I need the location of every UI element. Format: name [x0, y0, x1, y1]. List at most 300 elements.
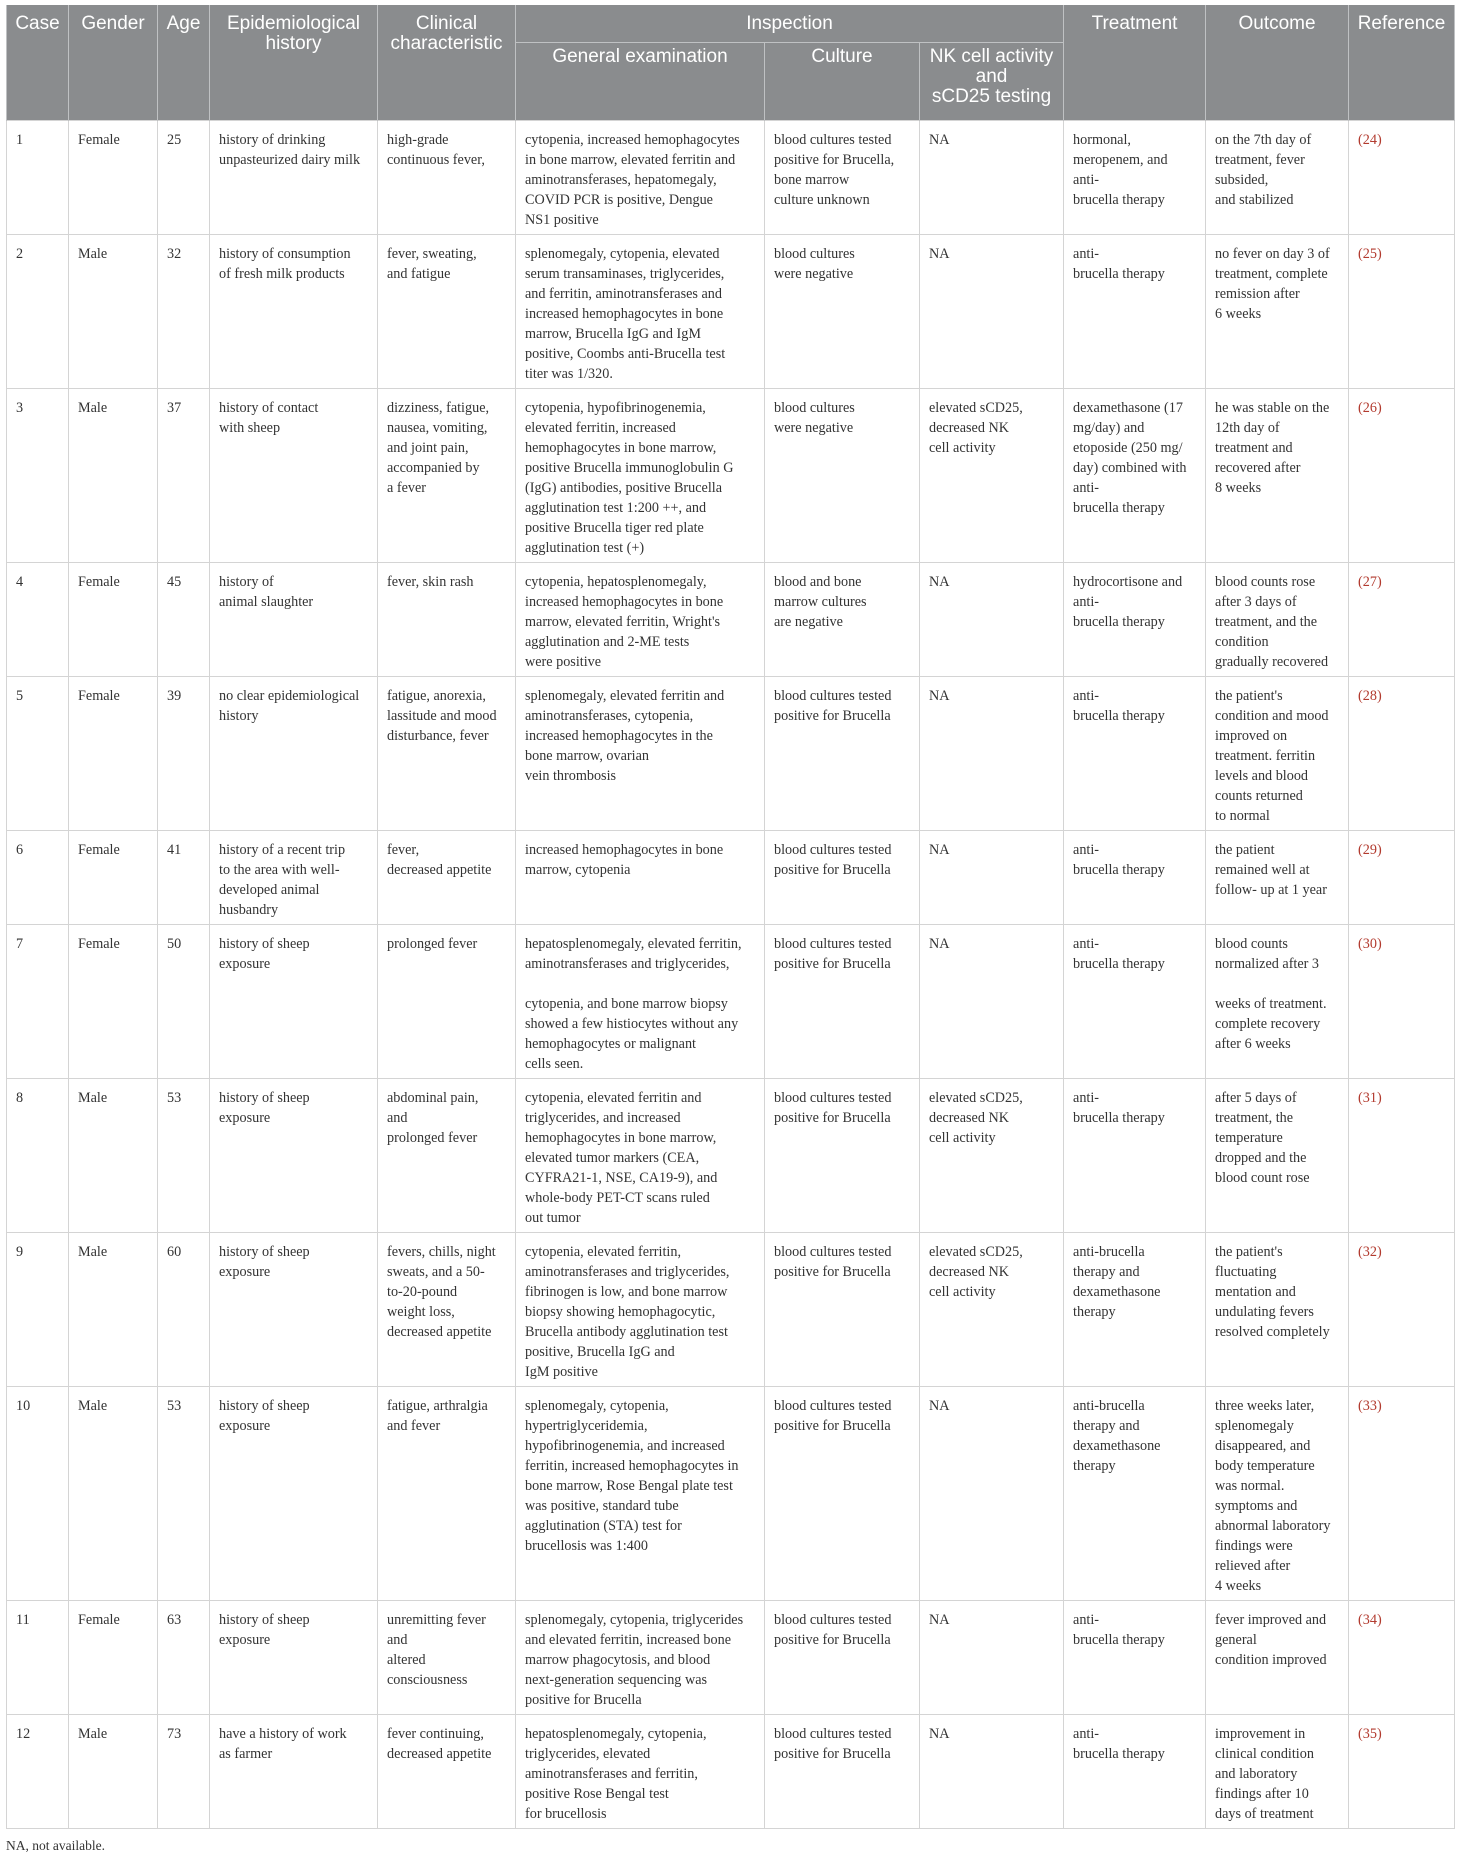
cell-line: 4 weeks [1215, 1578, 1262, 1594]
cell-line: animal slaughter [219, 594, 314, 610]
cell-line: elevated sCD25, [929, 400, 1023, 416]
cell-line: weight loss, [387, 1304, 455, 1320]
cell-line: cytopenia, and bone marrow biopsy [525, 996, 728, 1012]
cell-gender: Female [69, 121, 158, 235]
cell-line: exposure [219, 1418, 271, 1434]
cell-epidemiological-history [210, 235, 378, 389]
cell-case: 3 [7, 389, 69, 563]
cell-treatment [1064, 1233, 1206, 1387]
cell-line: weeks of treatment. [1215, 996, 1327, 1012]
cell-treatment [1064, 389, 1206, 563]
table-row [7, 389, 1455, 563]
cell-line: history of sheep [219, 1398, 310, 1414]
cell-line: (IgG) antibodies, positive Brucella [525, 480, 722, 496]
cell-line: hypofibrinogenemia, and increased [525, 1438, 725, 1454]
cell-age: 53 [158, 1387, 210, 1601]
cell-epidemiological-history [210, 1233, 378, 1387]
cell-age: 32 [158, 235, 210, 389]
cell-line: meropenem, and [1073, 152, 1168, 168]
cell-line: no clear epidemiological [219, 688, 360, 704]
cell-line: marrow phagocytosis, and blood [525, 1652, 711, 1668]
cell-culture [765, 1233, 920, 1387]
cell-line: brucella therapy [1073, 1746, 1165, 1762]
cell-age: 50 [158, 925, 210, 1079]
cell-line: increased hemophagocytes in bone [525, 306, 724, 322]
cell-line: after 3 days of [1215, 594, 1297, 610]
cell-case: 12 [7, 1715, 69, 1829]
cell-line: marrow, cytopenia [525, 862, 631, 878]
cell-line: splenomegaly, cytopenia, triglycerides [525, 1612, 744, 1628]
cell-line: unremitting fever [387, 1612, 486, 1628]
cell-line: whole-body PET-CT scans ruled [525, 1190, 710, 1206]
cell-line: unpasteurized dairy milk [219, 152, 361, 168]
cell-gender: Female [69, 677, 158, 831]
cell-line: positive, Coombs anti-Brucella test [525, 346, 726, 362]
cell-line: the patient's [1215, 1244, 1283, 1260]
header-reference: Reference [1349, 5, 1455, 121]
cell-reference[interactable]: (26) [1349, 389, 1455, 563]
cell-line: blood cultures tested [774, 1398, 892, 1414]
cell-line: 12th day of [1215, 420, 1280, 436]
header-culture: Culture [765, 42, 920, 120]
cell-line: complete recovery [1215, 1016, 1321, 1032]
cell-line: elevated sCD25, [929, 1090, 1023, 1106]
cell-line: he was stable on the [1215, 400, 1330, 416]
cell-line: and fatigue [387, 266, 451, 282]
cell-line: positive for Brucella [525, 1692, 642, 1708]
cell-line: 6 weeks [1215, 306, 1262, 322]
cell-line: to normal [1215, 808, 1270, 824]
cell-line: sweats, and a 50- [387, 1264, 485, 1280]
cell-line: improved on [1215, 728, 1288, 744]
cell-treatment [1064, 563, 1206, 677]
cell-line: fevers, chills, night [387, 1244, 496, 1260]
cell-reference[interactable]: (24) [1349, 121, 1455, 235]
cell-line: improvement in [1215, 1726, 1306, 1742]
cell-nk-sCD25 [920, 563, 1064, 677]
cell-treatment [1064, 1601, 1206, 1715]
cell-clinical-characteristic [378, 1233, 516, 1387]
cell-line: anti- [1073, 1726, 1100, 1742]
cell-general-examination [516, 563, 765, 677]
cell-outcome [1206, 1601, 1349, 1715]
cell-line: anti- [1073, 172, 1100, 188]
cell-line: developed animal [219, 882, 320, 898]
cell-line: blood cultures [774, 400, 855, 416]
cell-line: anti- [1073, 480, 1100, 496]
cell-line: findings after 10 [1215, 1786, 1309, 1802]
cell-nk-sCD25 [920, 1715, 1064, 1829]
cell-culture [765, 121, 920, 235]
cell-line: agglutination test 1:200 ++, and [525, 500, 707, 516]
cell-line: treatment, and the [1215, 614, 1318, 630]
cell-line: the patient's [1215, 688, 1283, 704]
cell-line: exposure [219, 1110, 271, 1126]
cell-line: no fever on day 3 of [1215, 246, 1330, 262]
cell-reference[interactable]: (25) [1349, 235, 1455, 389]
cell-reference[interactable]: (27) [1349, 563, 1455, 677]
cell-line: culture unknown [774, 192, 870, 208]
cell-line: therapy and [1073, 1418, 1140, 1434]
cell-line: findings were [1215, 1538, 1293, 1554]
cell-line: 8 weeks [1215, 480, 1262, 496]
cell-line: aminotransferases, cytopenia, [525, 708, 694, 724]
header-clinical-characteristic: Clinical characteristic [378, 5, 516, 121]
cell-line: cell activity [929, 1284, 996, 1300]
cell-line: history of sheep [219, 1090, 310, 1106]
cell-reference[interactable]: (35) [1349, 1715, 1455, 1829]
cell-age: 60 [158, 1233, 210, 1387]
table-body [7, 121, 1455, 1829]
cell-age: 73 [158, 1715, 210, 1829]
table-row [7, 121, 1455, 235]
cell-line: brucellosis was 1:400 [525, 1538, 648, 1554]
cell-nk-sCD25 [920, 831, 1064, 925]
cell-age: 45 [158, 563, 210, 677]
cell-age: 25 [158, 121, 210, 235]
cell-clinical-characteristic [378, 563, 516, 677]
table-row [7, 1387, 1455, 1601]
cell-line: dropped and the [1215, 1150, 1307, 1166]
cell-age: 63 [158, 1601, 210, 1715]
cell-case: 9 [7, 1233, 69, 1387]
cell-line: resolved completely [1215, 1324, 1330, 1340]
cell-epidemiological-history [210, 677, 378, 831]
cell-line: fluctuating [1215, 1264, 1277, 1280]
cell-line: clinical condition [1215, 1746, 1314, 1762]
cell-line: NA [929, 132, 950, 148]
cell-line: blood and bone [774, 574, 862, 590]
table-row [7, 1715, 1455, 1829]
cell-line: positive for Brucella [774, 1264, 891, 1280]
header-age: Age [158, 5, 210, 121]
cell-line: dexamethasone (17 [1073, 400, 1183, 416]
cell-line: have a history of work [219, 1726, 347, 1742]
cell-reference[interactable]: (34) [1349, 1601, 1455, 1715]
cell-line: anti- [1073, 1090, 1100, 1106]
cell-line: elevated tumor markers (CEA, [525, 1150, 700, 1166]
cell-line: gradually recovered [1215, 654, 1329, 670]
cell-line: NA [929, 842, 950, 858]
cell-outcome [1206, 121, 1349, 235]
cell-treatment [1064, 831, 1206, 925]
cell-line: bone marrow, ovarian [525, 748, 649, 764]
cell-general-examination [516, 389, 765, 563]
cell-line: cell activity [929, 440, 996, 456]
cell-outcome [1206, 831, 1349, 925]
cell-line: cell activity [929, 1130, 996, 1146]
cell-reference[interactable]: (28) [1349, 677, 1455, 831]
cell-outcome [1206, 1233, 1349, 1387]
cell-culture [765, 677, 920, 831]
cell-line: NA [929, 246, 950, 262]
cell-line: hepatosplenomegaly, elevated ferritin, [525, 936, 742, 952]
cell-line: were negative [774, 420, 854, 436]
cell-line: decreased appetite [387, 1324, 492, 1340]
cell-line: were negative [774, 266, 854, 282]
cell-clinical-characteristic [378, 389, 516, 563]
cell-nk-sCD25 [920, 1387, 1064, 1601]
cell-line: continuous fever, [387, 152, 485, 168]
cell-line: COVID PCR is positive, Dengue [525, 192, 713, 208]
cell-outcome [1206, 677, 1349, 831]
cell-culture [765, 1715, 920, 1829]
cell-line: day) combined with [1073, 460, 1187, 476]
cell-case: 1 [7, 121, 69, 235]
cell-line: accompanied by [387, 460, 480, 476]
cell-line: general [1215, 1632, 1257, 1648]
cell-line: ferritin, increased hemophagocytes in [525, 1458, 739, 1474]
cell-line: agglutination test (+) [525, 540, 645, 556]
cell-case: 5 [7, 677, 69, 831]
cell-clinical-characteristic [378, 831, 516, 925]
cell-line: cytopenia, increased hemophagocytes [525, 132, 740, 148]
cell-epidemiological-history [210, 925, 378, 1079]
cell-line: fibrinogen is low, and bone marrow [525, 1284, 728, 1300]
cell-reference[interactable]: (30) [1349, 925, 1455, 1079]
cell-line: was normal. [1215, 1478, 1285, 1494]
cell-line: blood cultures tested [774, 1090, 892, 1106]
table-row [7, 1601, 1455, 1715]
cell-gender: Male [69, 1233, 158, 1387]
cell-line: abdominal pain, [387, 1090, 479, 1106]
cell-line: elevated ferritin, increased [525, 420, 676, 436]
cell-line: triglycerides, and increased [525, 1110, 681, 1126]
cell-line: out tumor [525, 1210, 581, 1226]
cell-general-examination [516, 1601, 765, 1715]
cell-case: 4 [7, 563, 69, 677]
cell-line: blood cultures tested [774, 1726, 892, 1742]
cell-line: fatigue, anorexia, [387, 688, 486, 704]
cell-line: blood cultures tested [774, 132, 892, 148]
cell-line: triglycerides, elevated [525, 1746, 651, 1762]
cell-line: decreased appetite [387, 1746, 492, 1762]
cell-line: IgM positive [525, 1364, 598, 1380]
cell-line: hepatosplenomegaly, cytopenia, [525, 1726, 707, 1742]
cell-culture [765, 1601, 920, 1715]
cell-line: aminotransferases and triglycerides, [525, 956, 730, 972]
cell-line: fever, skin rash [387, 574, 474, 590]
cell-epidemiological-history [210, 1715, 378, 1829]
cell-line: hemophagocytes or malignant [525, 1036, 696, 1052]
cell-general-examination [516, 831, 765, 925]
cell-clinical-characteristic [378, 1387, 516, 1601]
cell-line: hemophagocytes in bone marrow, [525, 440, 717, 456]
cell-line: anti- [1073, 594, 1100, 610]
cell-treatment [1064, 925, 1206, 1079]
cell-gender: Male [69, 389, 158, 563]
cell-epidemiological-history [210, 563, 378, 677]
cell-line: vein thrombosis [525, 768, 617, 784]
cell-epidemiological-history [210, 1601, 378, 1715]
cell-general-examination [516, 121, 765, 235]
cell-nk-sCD25 [920, 1079, 1064, 1233]
cell-line: next-generation sequencing was [525, 1672, 708, 1688]
cell-line: bone marrow [774, 172, 850, 188]
cell-gender: Male [69, 1079, 158, 1233]
cell-case: 2 [7, 235, 69, 389]
cell-line: increased hemophagocytes in bone [525, 594, 724, 610]
cell-line: hypertriglyceridemia, [525, 1418, 648, 1434]
cell-reference[interactable]: (32) [1349, 1233, 1455, 1387]
cell-line: brucella therapy [1073, 1632, 1165, 1648]
cell-line: to the area with well- [219, 862, 340, 878]
cell-clinical-characteristic [378, 1079, 516, 1233]
cell-line: increased hemophagocytes in the [525, 728, 713, 744]
cell-line: exposure [219, 956, 271, 972]
cell-line: to-20-pound [387, 1284, 458, 1300]
case-table [6, 5, 1455, 1829]
cell-line: recovered after [1215, 460, 1301, 476]
cell-line: CYFRA21-1, NSE, CA19-9), and [525, 1170, 718, 1186]
cell-outcome [1206, 563, 1349, 677]
cell-line: remission after [1215, 286, 1300, 302]
cell-line: brucella therapy [1073, 708, 1165, 724]
cell-line: positive Brucella tiger red plate [525, 520, 704, 536]
cell-line: marrow, Brucella IgG and IgM [525, 326, 701, 342]
cell-line: hemophagocytes in bone marrow, [525, 1130, 717, 1146]
cell-line: history of [219, 574, 274, 590]
cell-age: 39 [158, 677, 210, 831]
cell-line: history of contact [219, 400, 319, 416]
footnote: NA, not available. [6, 1838, 105, 1853]
cell-case: 6 [7, 831, 69, 925]
cell-culture [765, 831, 920, 925]
cell-epidemiological-history [210, 121, 378, 235]
cell-reference[interactable]: (33) [1349, 1387, 1455, 1601]
cell-line: decreased NK [929, 420, 1009, 436]
cell-age: 41 [158, 831, 210, 925]
cell-line: altered [387, 1652, 426, 1668]
cell-line: in bone marrow, elevated ferritin and [525, 152, 736, 168]
header-inspection: Inspection [516, 5, 1064, 42]
cell-clinical-characteristic [378, 235, 516, 389]
cell-clinical-characteristic [378, 121, 516, 235]
cell-general-examination [516, 1387, 765, 1601]
cell-line: NA [929, 936, 950, 952]
cell-line: undulating fevers [1215, 1304, 1314, 1320]
cell-culture [765, 1079, 920, 1233]
cell-line [1215, 974, 1339, 994]
cell-line: history of sheep [219, 936, 310, 952]
cell-line: history of consumption [219, 246, 351, 262]
cell-line: prolonged fever [387, 936, 478, 952]
cell-gender: Female [69, 563, 158, 677]
cell-line: NA [929, 1726, 950, 1742]
cell-nk-sCD25 [920, 1233, 1064, 1387]
cell-line: brucella therapy [1073, 192, 1165, 208]
cell-line: anti-brucella [1073, 1398, 1145, 1414]
cell-general-examination [516, 1079, 765, 1233]
cell-line: biopsy showing hemophagocytic, [525, 1304, 716, 1320]
cell-treatment [1064, 1079, 1206, 1233]
cell-epidemiological-history [210, 831, 378, 925]
cell-line: follow- up at 1 year [1215, 882, 1327, 898]
cell-line: positive for Brucella [774, 1110, 891, 1126]
table-row [7, 1233, 1455, 1387]
cell-outcome [1206, 389, 1349, 563]
cell-case: 8 [7, 1079, 69, 1233]
cell-general-examination [516, 235, 765, 389]
cell-nk-sCD25 [920, 389, 1064, 563]
cell-line: and [387, 1110, 408, 1126]
cell-line: history of sheep [219, 1244, 310, 1260]
cell-line: aminotransferases and ferritin, [525, 1766, 698, 1782]
cell-line: hormonal, [1073, 132, 1131, 148]
cell-gender: Male [69, 1387, 158, 1601]
cell-line: history [219, 708, 259, 724]
cell-line: cytopenia, elevated ferritin and [525, 1090, 702, 1106]
cell-gender: Male [69, 1715, 158, 1829]
cell-line: agglutination (STA) test for [525, 1518, 682, 1534]
cell-line: cytopenia, elevated ferritin, [525, 1244, 681, 1260]
table-row [7, 925, 1455, 1079]
cell-line: mentation and [1215, 1284, 1296, 1300]
cell-line: dexamethasone [1073, 1438, 1161, 1454]
cell-line: positive for Brucella [774, 1746, 891, 1762]
cell-line: positive Rose Bengal test [525, 1786, 669, 1802]
cell-age: 53 [158, 1079, 210, 1233]
cell-line: abnormal laboratory [1215, 1518, 1331, 1534]
cell-line: marrow cultures [774, 594, 867, 610]
cell-line: on the 7th day of [1215, 132, 1312, 148]
cell-gender: Female [69, 1601, 158, 1715]
cell-gender: Female [69, 925, 158, 1079]
cell-line: lassitude and mood [387, 708, 497, 724]
cell-line: condition [1215, 634, 1269, 650]
cell-line: positive for Brucella [774, 708, 891, 724]
cell-line: marrow, elevated ferritin, Wright's [525, 614, 721, 630]
cell-reference[interactable]: (29) [1349, 831, 1455, 925]
cell-line: anti- [1073, 936, 1100, 952]
cell-line: history of a recent trip [219, 842, 346, 858]
cell-clinical-characteristic [378, 1715, 516, 1829]
cell-line: counts returned [1215, 788, 1303, 804]
cell-line: Brucella antibody agglutination test [525, 1324, 728, 1340]
cell-treatment [1064, 1715, 1206, 1829]
cell-outcome [1206, 1079, 1349, 1233]
table-row [7, 1079, 1455, 1233]
cell-line: decreased NK [929, 1110, 1009, 1126]
cell-line: and ferritin, aminotransferases and [525, 286, 722, 302]
cell-treatment [1064, 1387, 1206, 1601]
header-nk-sCD25: NK cell activity and sCD25 testing [920, 42, 1064, 120]
cell-line: days of treatment [1215, 1806, 1314, 1822]
cell-line: brucella therapy [1073, 862, 1165, 878]
cell-reference[interactable]: (31) [1349, 1079, 1455, 1233]
cell-line: condition and mood [1215, 708, 1329, 724]
cell-general-examination [516, 925, 765, 1079]
header-outcome: Outcome [1206, 5, 1349, 121]
cell-outcome [1206, 1715, 1349, 1829]
cell-line: prolonged fever [387, 1130, 478, 1146]
cell-line: anti- [1073, 246, 1100, 262]
cell-line: normalized after 3 [1215, 956, 1320, 972]
cell-gender: Male [69, 235, 158, 389]
cell-line: decreased NK [929, 1264, 1009, 1280]
cell-line: decreased appetite [387, 862, 492, 878]
cell-epidemiological-history [210, 1079, 378, 1233]
cell-line: relieved after [1215, 1558, 1291, 1574]
cell-line: history of sheep [219, 1612, 310, 1628]
table-header [7, 5, 1455, 121]
cell-line: and fever [387, 1418, 441, 1434]
cell-line: three weeks later, [1215, 1398, 1315, 1414]
cell-line: dexamethasone [1073, 1284, 1161, 1300]
cell-line: splenomegaly, cytopenia, [525, 1398, 669, 1414]
cell-line: exposure [219, 1632, 271, 1648]
cell-line: positive for Brucella [774, 1418, 891, 1434]
